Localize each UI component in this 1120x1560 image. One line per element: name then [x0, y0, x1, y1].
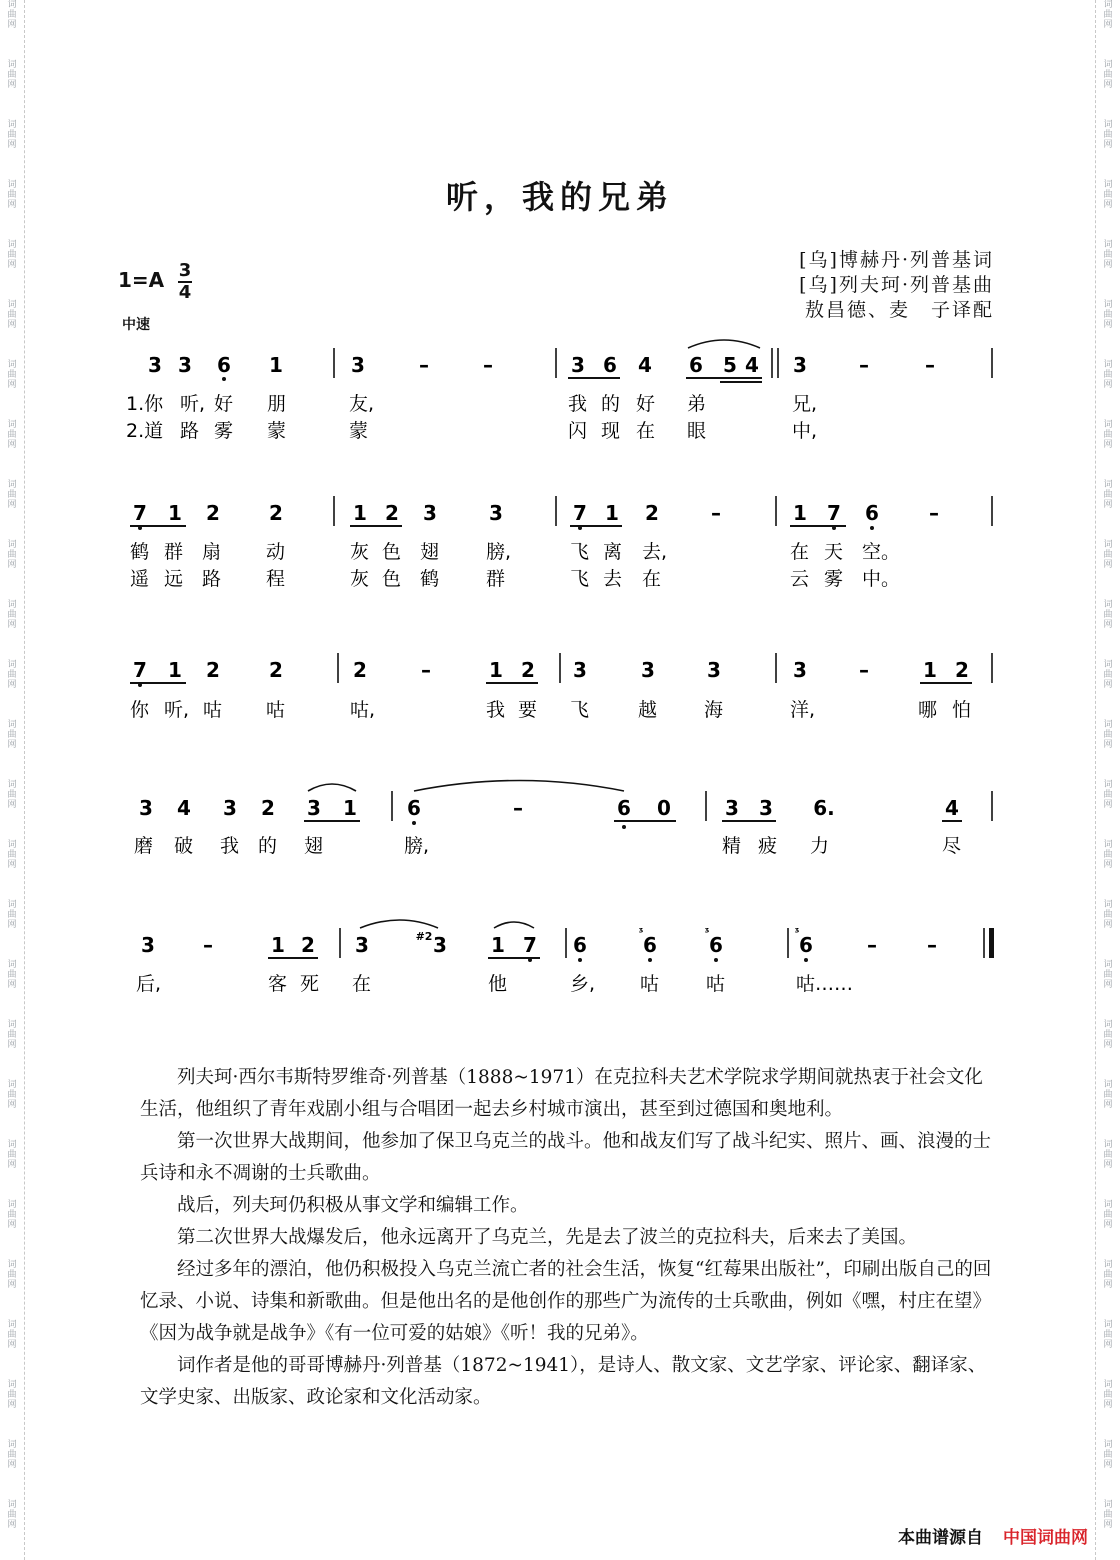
note: – [203, 933, 213, 957]
note: – [513, 796, 523, 820]
lyric: 云 [790, 568, 810, 590]
watermark-text: 词曲网 [1103, 1500, 1113, 1530]
lyric: 他 [488, 973, 508, 995]
lyric: 蒙 [267, 420, 287, 442]
composer-credit: [乌]列夫珂·列普基曲 [799, 274, 994, 296]
lyric: 程 [266, 568, 286, 590]
note: 4 [638, 353, 652, 377]
note: 2 [521, 658, 535, 682]
mordent-mark: ᶾ [794, 925, 800, 938]
lyric: 翅 [420, 541, 440, 563]
lyric: 破 [174, 835, 194, 857]
watermark-text: 词曲网 [1103, 1260, 1113, 1290]
lyric: 力 [810, 835, 830, 857]
watermark-text: 词曲网 [1103, 600, 1113, 630]
lyric: 空。 [862, 541, 901, 563]
lyric: 磨 [134, 835, 154, 857]
watermark-text: 词曲网 [7, 720, 17, 750]
note: 6 [217, 353, 231, 377]
note: – [419, 353, 429, 377]
note: 2 [955, 658, 969, 682]
note: 3 [725, 796, 739, 820]
note: 6 [617, 796, 631, 820]
lyric: 精 [722, 835, 742, 857]
low-octave-dot [804, 958, 808, 962]
score-line-1 [126, 340, 992, 442]
score-line-4 [134, 781, 992, 858]
note: 3 [433, 933, 447, 957]
watermark-text: 词曲网 [7, 1440, 17, 1470]
watermark-text: 词曲网 [7, 1380, 17, 1410]
note: – [859, 353, 869, 377]
lyric: 咕…… [796, 973, 854, 995]
note: 6 [573, 933, 587, 957]
note: 2 [269, 658, 283, 682]
watermark-text: 词曲网 [1103, 1140, 1113, 1170]
note: 0 [657, 796, 671, 820]
watermark-text: 词曲网 [7, 1140, 17, 1170]
tempo-marking: 中速 [122, 317, 150, 333]
note: 6 [643, 933, 657, 957]
lyric: 扇 [202, 541, 222, 563]
note: 1 [271, 933, 285, 957]
note: 3 [355, 933, 369, 957]
lyric: 疲 [758, 835, 778, 857]
note: 3 [423, 501, 437, 525]
note: – [859, 658, 869, 682]
lyric: 翅 [304, 835, 324, 857]
note: 5 [723, 353, 737, 377]
source-label: 本曲谱源自 [898, 1528, 983, 1548]
score-line-3 [130, 653, 992, 721]
watermark-text: 词曲网 [7, 1260, 17, 1290]
note: – [929, 501, 939, 525]
grace-note: #2 [415, 930, 433, 943]
note: 3 [707, 658, 721, 682]
note: 2 [206, 501, 220, 525]
lyric: 闪 [568, 420, 588, 442]
translator-credit: 敖昌德、麦 子译配 [804, 299, 994, 321]
note: 7 [523, 933, 537, 957]
note: 1 [353, 501, 367, 525]
watermark-text: 词曲网 [1103, 1440, 1113, 1470]
watermark-text: 词曲网 [7, 960, 17, 990]
note: 4 [745, 353, 759, 377]
lyric: 眼 [687, 420, 707, 442]
watermark-text: 词曲网 [7, 1020, 17, 1050]
lyric: 灰 [350, 541, 370, 563]
watermark-text: 词曲网 [7, 660, 17, 690]
notes-paragraph: 第二次世界大战爆发后，他永远离开了乌克兰，先是去了波兰的克拉科夫，后来去了美国。 [177, 1227, 918, 1248]
note: 6 [603, 353, 617, 377]
watermark-text: 词曲网 [1103, 480, 1113, 510]
lyric: 群 [486, 568, 506, 590]
slur [688, 340, 760, 348]
lyric: 咕 [706, 973, 726, 995]
note: 2 [353, 658, 367, 682]
lyric: 洋, [790, 699, 816, 721]
watermark-text: 词曲网 [1103, 720, 1113, 750]
low-octave-dot [714, 958, 718, 962]
watermark-text: 词曲网 [1103, 1080, 1113, 1110]
lyric: 怕 [952, 699, 972, 721]
watermark-text: 词曲网 [1103, 180, 1113, 210]
song-title: 听，我的兄弟 [445, 178, 674, 216]
lyric: 好 [636, 393, 656, 415]
watermark-text: 词曲网 [1103, 960, 1113, 990]
note: 6 [689, 353, 703, 377]
lyric: 听, [180, 393, 206, 415]
note: 2 [269, 501, 283, 525]
lyric: 在 [790, 541, 810, 563]
lyric: 雾 [824, 568, 844, 590]
watermark-text: 词曲网 [7, 240, 17, 270]
note: 2 [301, 933, 315, 957]
watermark-text: 词曲网 [7, 780, 17, 810]
lyric: 去, [642, 541, 668, 563]
note: 3 [573, 658, 587, 682]
note: 6 [799, 933, 813, 957]
watermark-text: 词曲网 [1103, 420, 1113, 450]
watermark-text: 词曲网 [7, 1320, 17, 1350]
note: 1 [168, 501, 182, 525]
low-octave-dot [412, 821, 416, 825]
note: 1 [923, 658, 937, 682]
note: 3 [139, 796, 153, 820]
brand-link[interactable]: 中国词曲网 [1003, 1528, 1088, 1548]
note: 3 [489, 501, 503, 525]
lyric: 咕 [203, 699, 223, 721]
note: 2 [261, 796, 275, 820]
note: – [711, 501, 721, 525]
watermark-text: 词曲网 [1103, 1020, 1113, 1050]
note: 3 [793, 353, 807, 377]
biography-notes [140, 1062, 996, 1414]
watermark-text: 词曲网 [7, 360, 17, 390]
lyric: 咕 [266, 699, 286, 721]
lyric: 咕, [350, 699, 376, 721]
lyric: 天 [824, 541, 844, 563]
note: 1 [343, 796, 357, 820]
watermark-text: 词曲网 [1103, 900, 1113, 930]
watermark-text: 词曲网 [1103, 120, 1113, 150]
lyric: 远 [164, 568, 184, 590]
watermark-text: 词曲网 [7, 0, 17, 30]
notes-paragraph: 词作者是他的哥哥博赫丹·列普基（1872~1941），是诗人、散文家、文艺学家、评论家、翻译家、文学史家、出版家、政论家和文化活动家。 [140, 1355, 987, 1408]
note: – [927, 933, 937, 957]
note: – [483, 353, 493, 377]
lyric: 乡, [570, 973, 596, 995]
lyric: 蒙 [349, 420, 369, 442]
low-octave-dot [622, 825, 626, 829]
note: 1 [793, 501, 807, 525]
watermark-text: 词曲网 [7, 540, 17, 570]
lyric: 群 [164, 541, 184, 563]
score-line-2 [130, 496, 992, 590]
watermark-text: 词曲网 [1103, 360, 1113, 390]
low-octave-dot [648, 958, 652, 962]
watermark-text: 词曲网 [1103, 240, 1113, 270]
note: 6 [865, 501, 879, 525]
watermark-text: 词曲网 [1103, 540, 1113, 570]
lyric: 越 [638, 699, 658, 721]
final-barline-thick [989, 928, 994, 958]
lyric: 中。 [862, 568, 901, 590]
low-octave-dot [870, 526, 874, 530]
note: 3 [141, 933, 155, 957]
lyricist-credit: [乌]博赫丹·列普基词 [799, 249, 994, 271]
note: 3 [571, 353, 585, 377]
lyric: 灰 [350, 568, 370, 590]
watermark-text: 词曲网 [7, 1200, 17, 1230]
note: 1 [605, 501, 619, 525]
watermark-text: 词曲网 [7, 180, 17, 210]
lyric: 我 [220, 835, 240, 857]
note: 7 [827, 501, 841, 525]
lyric: 死 [300, 973, 320, 995]
notes-paragraph: 战后，列夫珂仍积极从事文学和编辑工作。 [177, 1195, 529, 1216]
note: – [867, 933, 877, 957]
note: – [421, 658, 431, 682]
note: 3 [793, 658, 807, 682]
lyric: 客 [268, 973, 288, 995]
lyric: 我 [568, 393, 588, 415]
lyric: 尽 [942, 835, 962, 857]
lyric: 在 [636, 420, 656, 442]
low-octave-dot [222, 377, 226, 381]
lyric: 遥 [130, 568, 150, 590]
note: 1 [269, 353, 283, 377]
key-signature: 1=A [118, 268, 165, 292]
note: 3 [148, 353, 162, 377]
note: 3 [223, 796, 237, 820]
notes-paragraph: 经过多年的漂泊，他仍积极投入乌克兰流亡者的社会生活，恢复“红莓果出版社”，印刷出版自己的回忆录、小说、诗集和新歌曲。但是他出名的是他创作的那些广为流传的士兵歌曲，例如《嘿，村庄在望》《因为战争就是战争》《有一位可爱的姑娘》《听！我的兄弟》。 [140, 1259, 992, 1344]
watermark-text: 词曲网 [7, 480, 17, 510]
note: 2 [645, 501, 659, 525]
note: – [925, 353, 935, 377]
note: 3 [759, 796, 773, 820]
watermark-text: 词曲网 [7, 60, 17, 90]
lyric: 后, [136, 973, 162, 995]
slur [308, 784, 356, 791]
note: 3 [307, 796, 321, 820]
lyric: 海 [704, 699, 724, 721]
lyric: 朋 [267, 393, 287, 415]
lyric: 去 [603, 568, 623, 590]
note: 6. [813, 796, 835, 820]
watermark-text: 词曲网 [7, 900, 17, 930]
lyric: 1.你 [126, 393, 164, 415]
watermark-text: 词曲网 [7, 1080, 17, 1110]
lyric: 要 [518, 699, 538, 721]
note: 1 [489, 658, 503, 682]
watermark-text: 词曲网 [7, 1500, 17, 1530]
watermark-text: 词曲网 [7, 120, 17, 150]
notes-paragraph: 第一次世界大战期间，他参加了保卫乌克兰的战斗。他和战友们写了战斗纪实、照片、画、浪漫的士兵诗和永不凋谢的士兵歌曲。 [140, 1131, 992, 1184]
note: 6 [407, 796, 421, 820]
lyric: 咕 [640, 973, 660, 995]
lyric: 的 [601, 393, 621, 415]
watermark-text: 词曲网 [1103, 0, 1113, 30]
lyric: 鹤 [420, 568, 440, 590]
tie [414, 781, 624, 792]
lyric: 色 [382, 541, 402, 563]
watermark-text: 词曲网 [1103, 780, 1113, 810]
note: 3 [351, 353, 365, 377]
lyric: 离 [603, 541, 623, 563]
lyric: 哪 [918, 699, 938, 721]
watermark-text: 词曲网 [7, 420, 17, 450]
note: 3 [178, 353, 192, 377]
time-signature-bottom: 4 [178, 282, 192, 303]
lyric: 色 [382, 568, 402, 590]
lyric: 我 [486, 699, 506, 721]
lyric: 鹤 [130, 541, 150, 563]
lyric: 中, [792, 420, 818, 442]
lyric: 2.道 [126, 420, 164, 442]
note: 4 [945, 796, 959, 820]
watermark-text: 词曲网 [7, 840, 17, 870]
lyric: 飞 [570, 541, 590, 563]
lyric: 现 [601, 420, 621, 442]
lyric: 膀, [486, 541, 512, 563]
mordent-mark: ᶾ [704, 925, 710, 938]
lyric: 路 [180, 420, 200, 442]
lyric: 飞 [570, 699, 590, 721]
note: 7 [133, 658, 147, 682]
score-line-5 [136, 920, 994, 995]
watermark-text: 词曲网 [7, 300, 17, 330]
lyric: 好 [214, 393, 234, 415]
lyric: 友, [349, 393, 375, 415]
lyric: 兄, [792, 393, 818, 415]
lyric: 你 [130, 699, 150, 721]
lyric: 路 [202, 568, 222, 590]
lyric: 的 [258, 835, 278, 857]
lyric: 动 [266, 541, 286, 563]
mordent-mark: ᶾ [638, 925, 644, 938]
watermark-text: 词曲网 [1103, 1380, 1113, 1410]
watermark-text: 词曲网 [1103, 840, 1113, 870]
slur [360, 920, 438, 928]
lyric: 雾 [214, 420, 234, 442]
footer-source [898, 1523, 1088, 1548]
lyric: 在 [642, 568, 662, 590]
note: 7 [573, 501, 587, 525]
note: 1 [491, 933, 505, 957]
lyric: 膀, [404, 835, 430, 857]
lyric: 听, [164, 699, 190, 721]
watermark-text: 词曲网 [1103, 660, 1113, 690]
lyric: 飞 [570, 568, 590, 590]
lyric: 在 [352, 973, 372, 995]
low-octave-dot [578, 958, 582, 962]
note: 3 [641, 658, 655, 682]
note: 1 [168, 658, 182, 682]
watermark-text: 词曲网 [1103, 300, 1113, 330]
watermark-text: 词曲网 [7, 600, 17, 630]
watermark-text: 词曲网 [1103, 1200, 1113, 1230]
lyric: 弟 [687, 393, 707, 415]
notes-paragraph: 列夫珂·西尔韦斯特罗维奇·列普基（1888~1971）在克拉科夫艺术学院求学期间就热衷于社会文化生活，他组织了青年戏剧小组与合唱团一起去乡村城市演出，甚至到过德国和奥地利。 [140, 1067, 983, 1120]
note: 2 [385, 501, 399, 525]
note: 7 [133, 501, 147, 525]
note: 2 [206, 658, 220, 682]
slur [494, 922, 534, 928]
note: 4 [177, 796, 191, 820]
watermark-text: 词曲网 [1103, 1320, 1113, 1350]
watermark-text: 词曲网 [1103, 60, 1113, 90]
time-signature-top: 3 [178, 260, 192, 281]
note: 6 [709, 933, 723, 957]
